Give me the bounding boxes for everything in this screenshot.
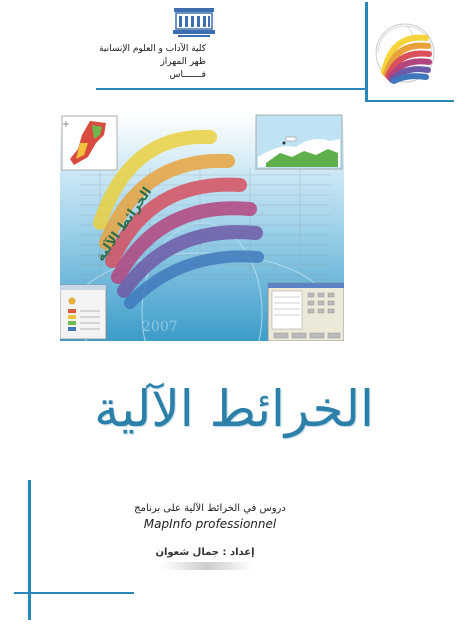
bottom-rule: [14, 592, 134, 594]
legend-thumbnail: [60, 285, 106, 339]
university-logo: [172, 6, 216, 40]
right-vertical-rule: [365, 2, 368, 102]
institution-line-1: كلية الآداب و العلوم الإنسانية: [99, 44, 206, 54]
author: إعداد : جمال شعوان: [155, 547, 255, 558]
collage-artwork: [60, 113, 344, 341]
page-title: الخرائط الآلية: [94, 380, 374, 438]
collage-year-label: 2007: [142, 319, 178, 335]
arc-logo: [374, 22, 436, 84]
software-name: MapInfo professionnel: [143, 517, 277, 531]
top-rule: [96, 88, 366, 90]
top-right-rule: [366, 100, 454, 102]
subtitle: دروس في الخرائط الآلية على برنامج: [134, 503, 286, 514]
map-thumbnail-morocco: [62, 116, 117, 170]
institution-line-2: ظهر المهراز: [160, 57, 206, 67]
institution-line-3: فـــــــاس: [169, 70, 206, 80]
author-reflection: [162, 562, 252, 570]
map-thumbnail-coast: [256, 115, 342, 169]
cover-collage: [60, 113, 344, 341]
left-vertical-rule: [28, 480, 31, 620]
software-window-thumbnail: [268, 283, 344, 341]
collage-arc-label: الخرائط الآلية: [93, 184, 156, 265]
